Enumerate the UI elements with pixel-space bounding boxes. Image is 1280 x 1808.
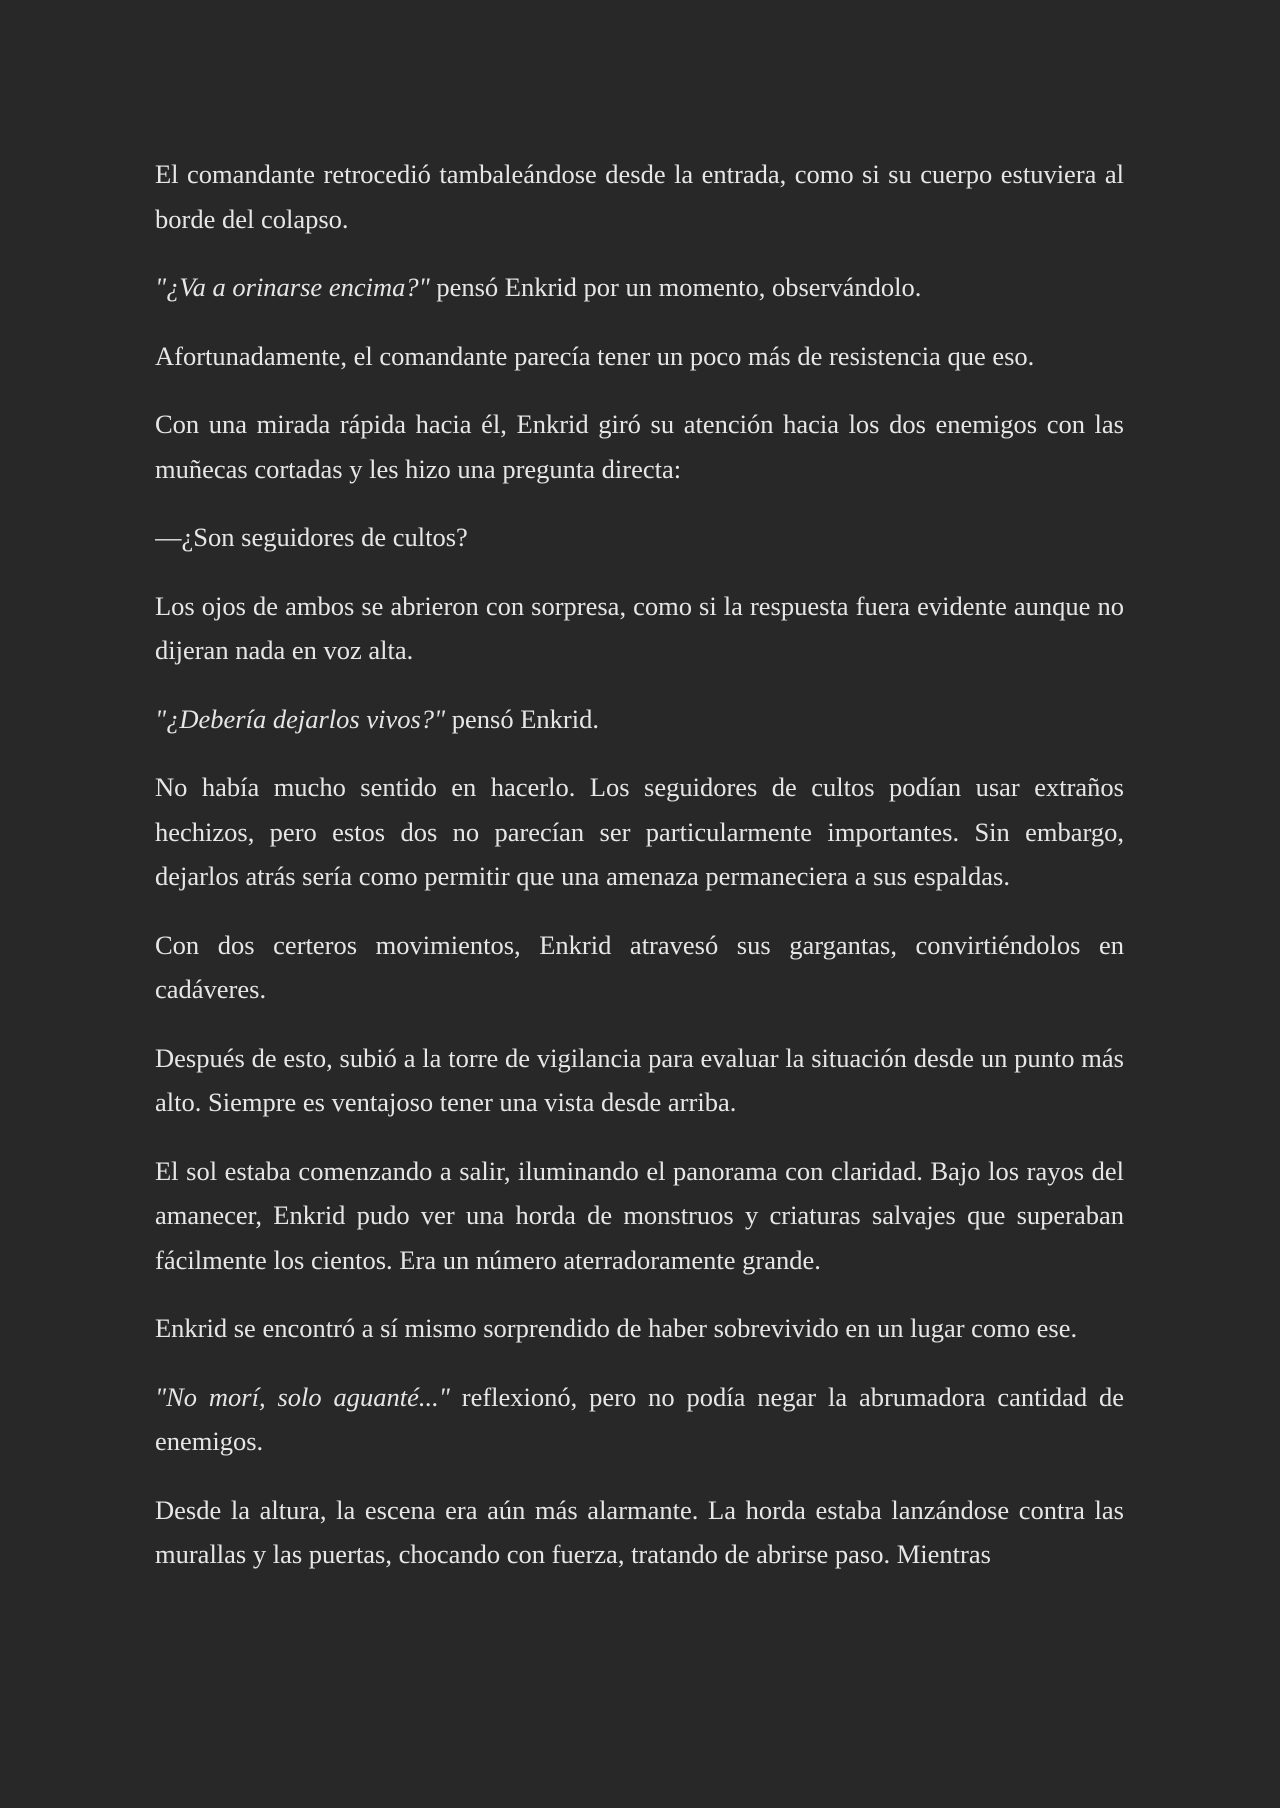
paragraph-text: pensó Enkrid.: [445, 703, 599, 734]
paragraph-text: Con una mirada rápida hacia él, Enkrid giró su atención hacia los dos enemigos con las muñecas cortadas y les hizo una pregunta directa:: [155, 409, 1124, 484]
paragraph: [155, 697, 1124, 742]
paragraph-text: Desde la altura, la escena era aún más alarmante. La horda estaba lanzándose contra las murallas y las puertas, chocando con fuerza, tratando de abrirse paso. Mientras: [155, 1494, 1124, 1569]
paragraph-text: Enkrid se encontró a sí mismo sorprendido de haber sobrevivido en un lugar como ese.: [155, 1313, 1078, 1343]
paragraph: [155, 1149, 1124, 1283]
italic-thought: "¿Va a orinarse encima?": [155, 272, 430, 302]
paragraph: [155, 1488, 1124, 1577]
paragraph: [155, 1036, 1124, 1125]
paragraph: [155, 1306, 1124, 1351]
chapter-text: [155, 152, 1124, 1640]
paragraph-text: El comandante retrocedió tambaleándose desde la entrada, como si su cuerpo estuviera al borde del colapso.: [155, 159, 1124, 234]
paragraph-text: No había mucho sentido en hacerlo. Los seguidores de cultos podían usar extraños hechizos, pero estos dos no parecían ser particularmente importantes. Sin embargo, dejarlos atrás sería como permitir que una amenaza permaneciera a sus espaldas.: [155, 772, 1124, 891]
paragraph: [155, 923, 1124, 1012]
paragraph-text: —¿Son seguidores de cultos?: [155, 522, 468, 552]
paragraph: [155, 1375, 1124, 1464]
paragraph-text: pensó Enkrid por un momento, observándolo.: [429, 272, 922, 302]
paragraph: [155, 402, 1124, 491]
paragraph-text: El sol estaba comenzando a salir, iluminando el panorama con claridad. Bajo los rayos del amanecer, Enkrid pudo ver una horda de monstruos y criaturas salvajes que superaban fácilmente los cientos. Era un número aterradoramente grande.: [155, 1155, 1124, 1275]
paragraph: [155, 765, 1124, 899]
paragraph-text: Después de esto, subió a la torre de vigilancia para evaluar la situación desde un punto más alto. Siempre es ventajoso tener una vista desde arriba.: [155, 1042, 1124, 1117]
italic-thought: "¿Debería dejarlos vivos?": [155, 703, 446, 734]
paragraph: [155, 152, 1124, 241]
paragraph-text: Afortunadamente, el comandante parecía tener un poco más de resistencia que eso.: [155, 340, 1035, 371]
paragraph: [155, 334, 1124, 379]
italic-thought: "No morí, solo aguanté...": [155, 1381, 450, 1412]
paragraph-text: Los ojos de ambos se abrieron con sorpresa, como si la respuesta fuera evidente aunque no dijeran nada en voz alta.: [155, 590, 1124, 665]
paragraph: [155, 584, 1124, 673]
paragraph: [155, 515, 1124, 560]
paragraph: [155, 265, 1124, 310]
paragraph-text: Con dos certeros movimientos, Enkrid atravesó sus gargantas, convirtiéndolos en cadáveres.: [155, 929, 1124, 1004]
paragraph-text: reflexionó, pero no podía negar la abrumadora cantidad de enemigos.: [155, 1381, 1124, 1456]
